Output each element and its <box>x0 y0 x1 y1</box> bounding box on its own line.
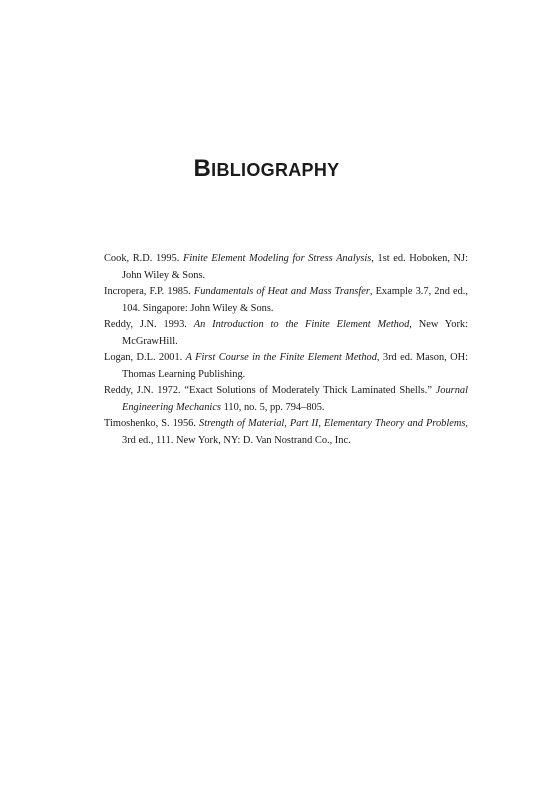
reference-title: Strength of Material, Part II, Elementary Theory and Problems, <box>199 418 468 429</box>
reference-details: , 3rd ed. Mason, OH: Thomas Learning Publishing. <box>122 352 468 380</box>
reference-text: Logan, D.L. 2001. <box>104 352 186 363</box>
reference-details: 110, no. 5, pp. 794–805. <box>220 401 325 413</box>
reference-text: Timoshenko, S. 1956. <box>104 418 199 429</box>
reference-title: Journal Engineering Mechanics <box>122 385 468 413</box>
reference-list <box>104 251 468 449</box>
reference-details: , Example 3.7, 2nd ed., 104. Singapore: John Wiley & Sons. <box>122 286 468 314</box>
reference-entry <box>104 251 468 284</box>
reference-entry <box>104 350 468 383</box>
title-first-letter: B <box>193 155 212 182</box>
reference-details: , New York: McGrawHill. <box>122 319 469 347</box>
reference-entry <box>104 317 468 350</box>
reference-title: An Introduction to the Finite Element Method <box>193 319 410 330</box>
reference-entry <box>104 416 468 449</box>
reference-title: Finite Element Modeling for Stress Analysis <box>182 253 372 264</box>
reference-entry <box>104 284 468 317</box>
reference-entry <box>104 383 468 416</box>
title-rest: IBLIOGRAPHY <box>211 160 340 180</box>
reference-text: Cook, R.D. 1995. <box>104 253 183 264</box>
reference-details: 3rd ed., 111. New York, NY: D. Van Nostrand Co., Inc. <box>122 434 351 446</box>
reference-text: Reddy, J.N. 1993. <box>104 319 194 330</box>
reference-details: , 1st ed. Hoboken, NJ: John Wiley & Sons. <box>122 253 468 281</box>
page-title <box>0 155 533 183</box>
reference-title: Fundamentals of Heat and Mass Transfer <box>193 286 370 297</box>
reference-text: Reddy, J.N. 1972. “Exact Solutions of Moderately Thick Laminated Shells.” <box>104 385 436 396</box>
reference-text: Incropera, F.P. 1985. <box>104 286 194 297</box>
reference-title: A First Course in the Finite Element Method <box>185 352 377 363</box>
